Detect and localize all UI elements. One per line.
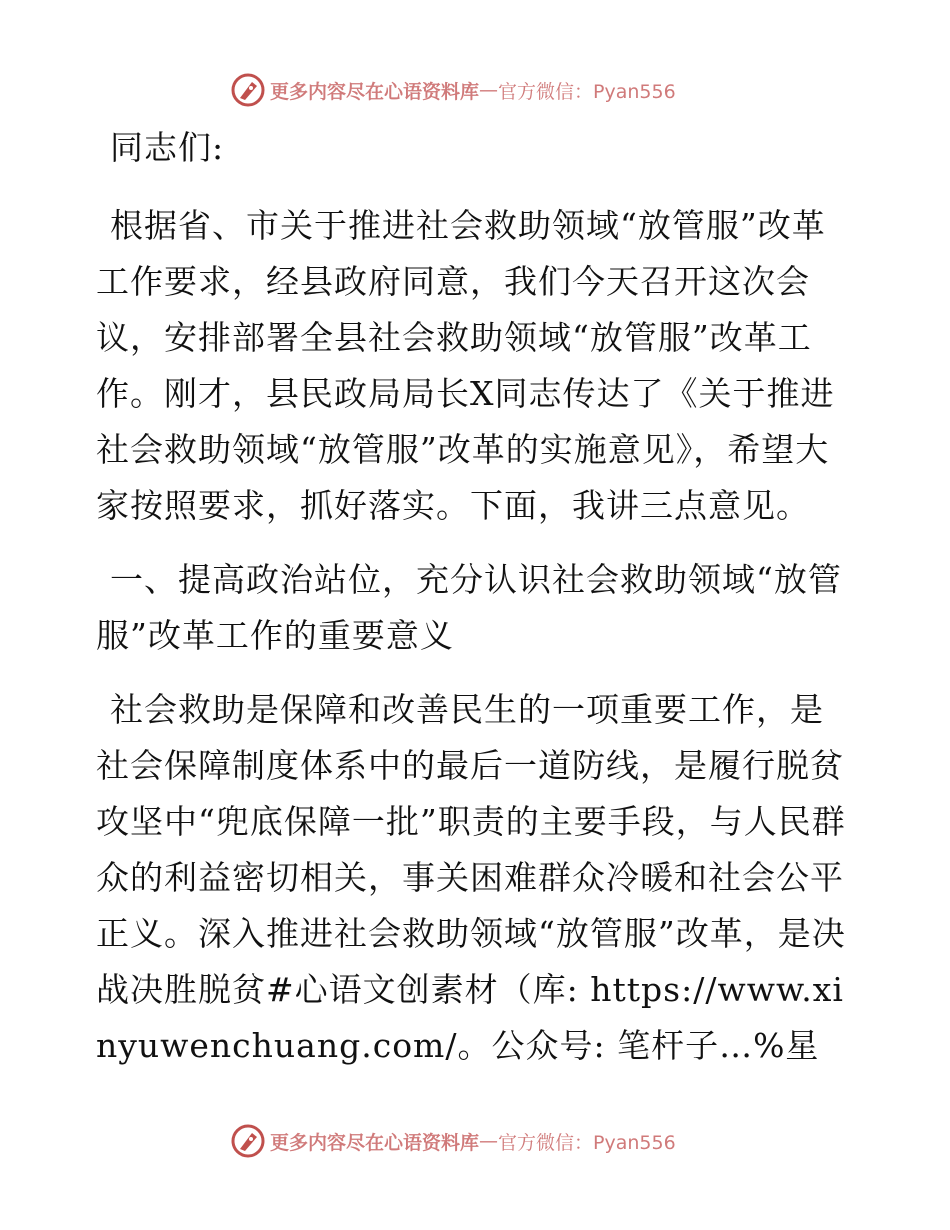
banner-separator: — [479, 79, 499, 101]
greeting: 同志们: [110, 128, 225, 167]
header-banner [230, 72, 720, 108]
banner-main-text: 更多内容尽在心语资料库 [270, 1131, 480, 1154]
banner-main-text: 更多内容尽在心语资料库 [270, 80, 480, 103]
pen-nib-logo-icon [230, 1123, 266, 1159]
section-heading-1: 一、提高政治站位，充分认识社会救助领域“放管服”改革工作的重要意义 [96, 560, 842, 655]
banner-separator: — [479, 1130, 499, 1152]
pen-nib-logo-icon [230, 72, 266, 108]
paragraph-1: 根据省、市关于推进社会救助领域“放管服”改革工作要求，经县政府同意，我们今天召开这次会议，安排部署全县社会救助领域“放管服”改革工作。刚才，县民政局局长X同志传达了《关于推进社会救助领域“放管服”改革的实施意见》，希望大家按照要求，抓好落实。下面，我讲三点意见。 [96, 206, 835, 525]
banner-wechat-text: 官方微信：Pyan556 [498, 1131, 676, 1154]
banner-wechat-text: 官方微信：Pyan556 [498, 80, 676, 103]
paragraph-2: 社会救助是保障和改善民生的一项重要工作，是社会保障制度体系中的最后一道防线，是履行脱贫攻坚中“兜底保障一批”职责的主要手段，与人民群众的利益密切相关，事关困难群众冷暖和社会公平正义。深入推进社会救助领域“放管服”改革，是决战决胜脱贫#心语文创素材（库: https://www.xinyuwenchuang.com/。公众号: 笔杆子…%星 [96, 690, 846, 1065]
footer-banner [230, 1123, 720, 1159]
document-body [96, 120, 856, 1074]
